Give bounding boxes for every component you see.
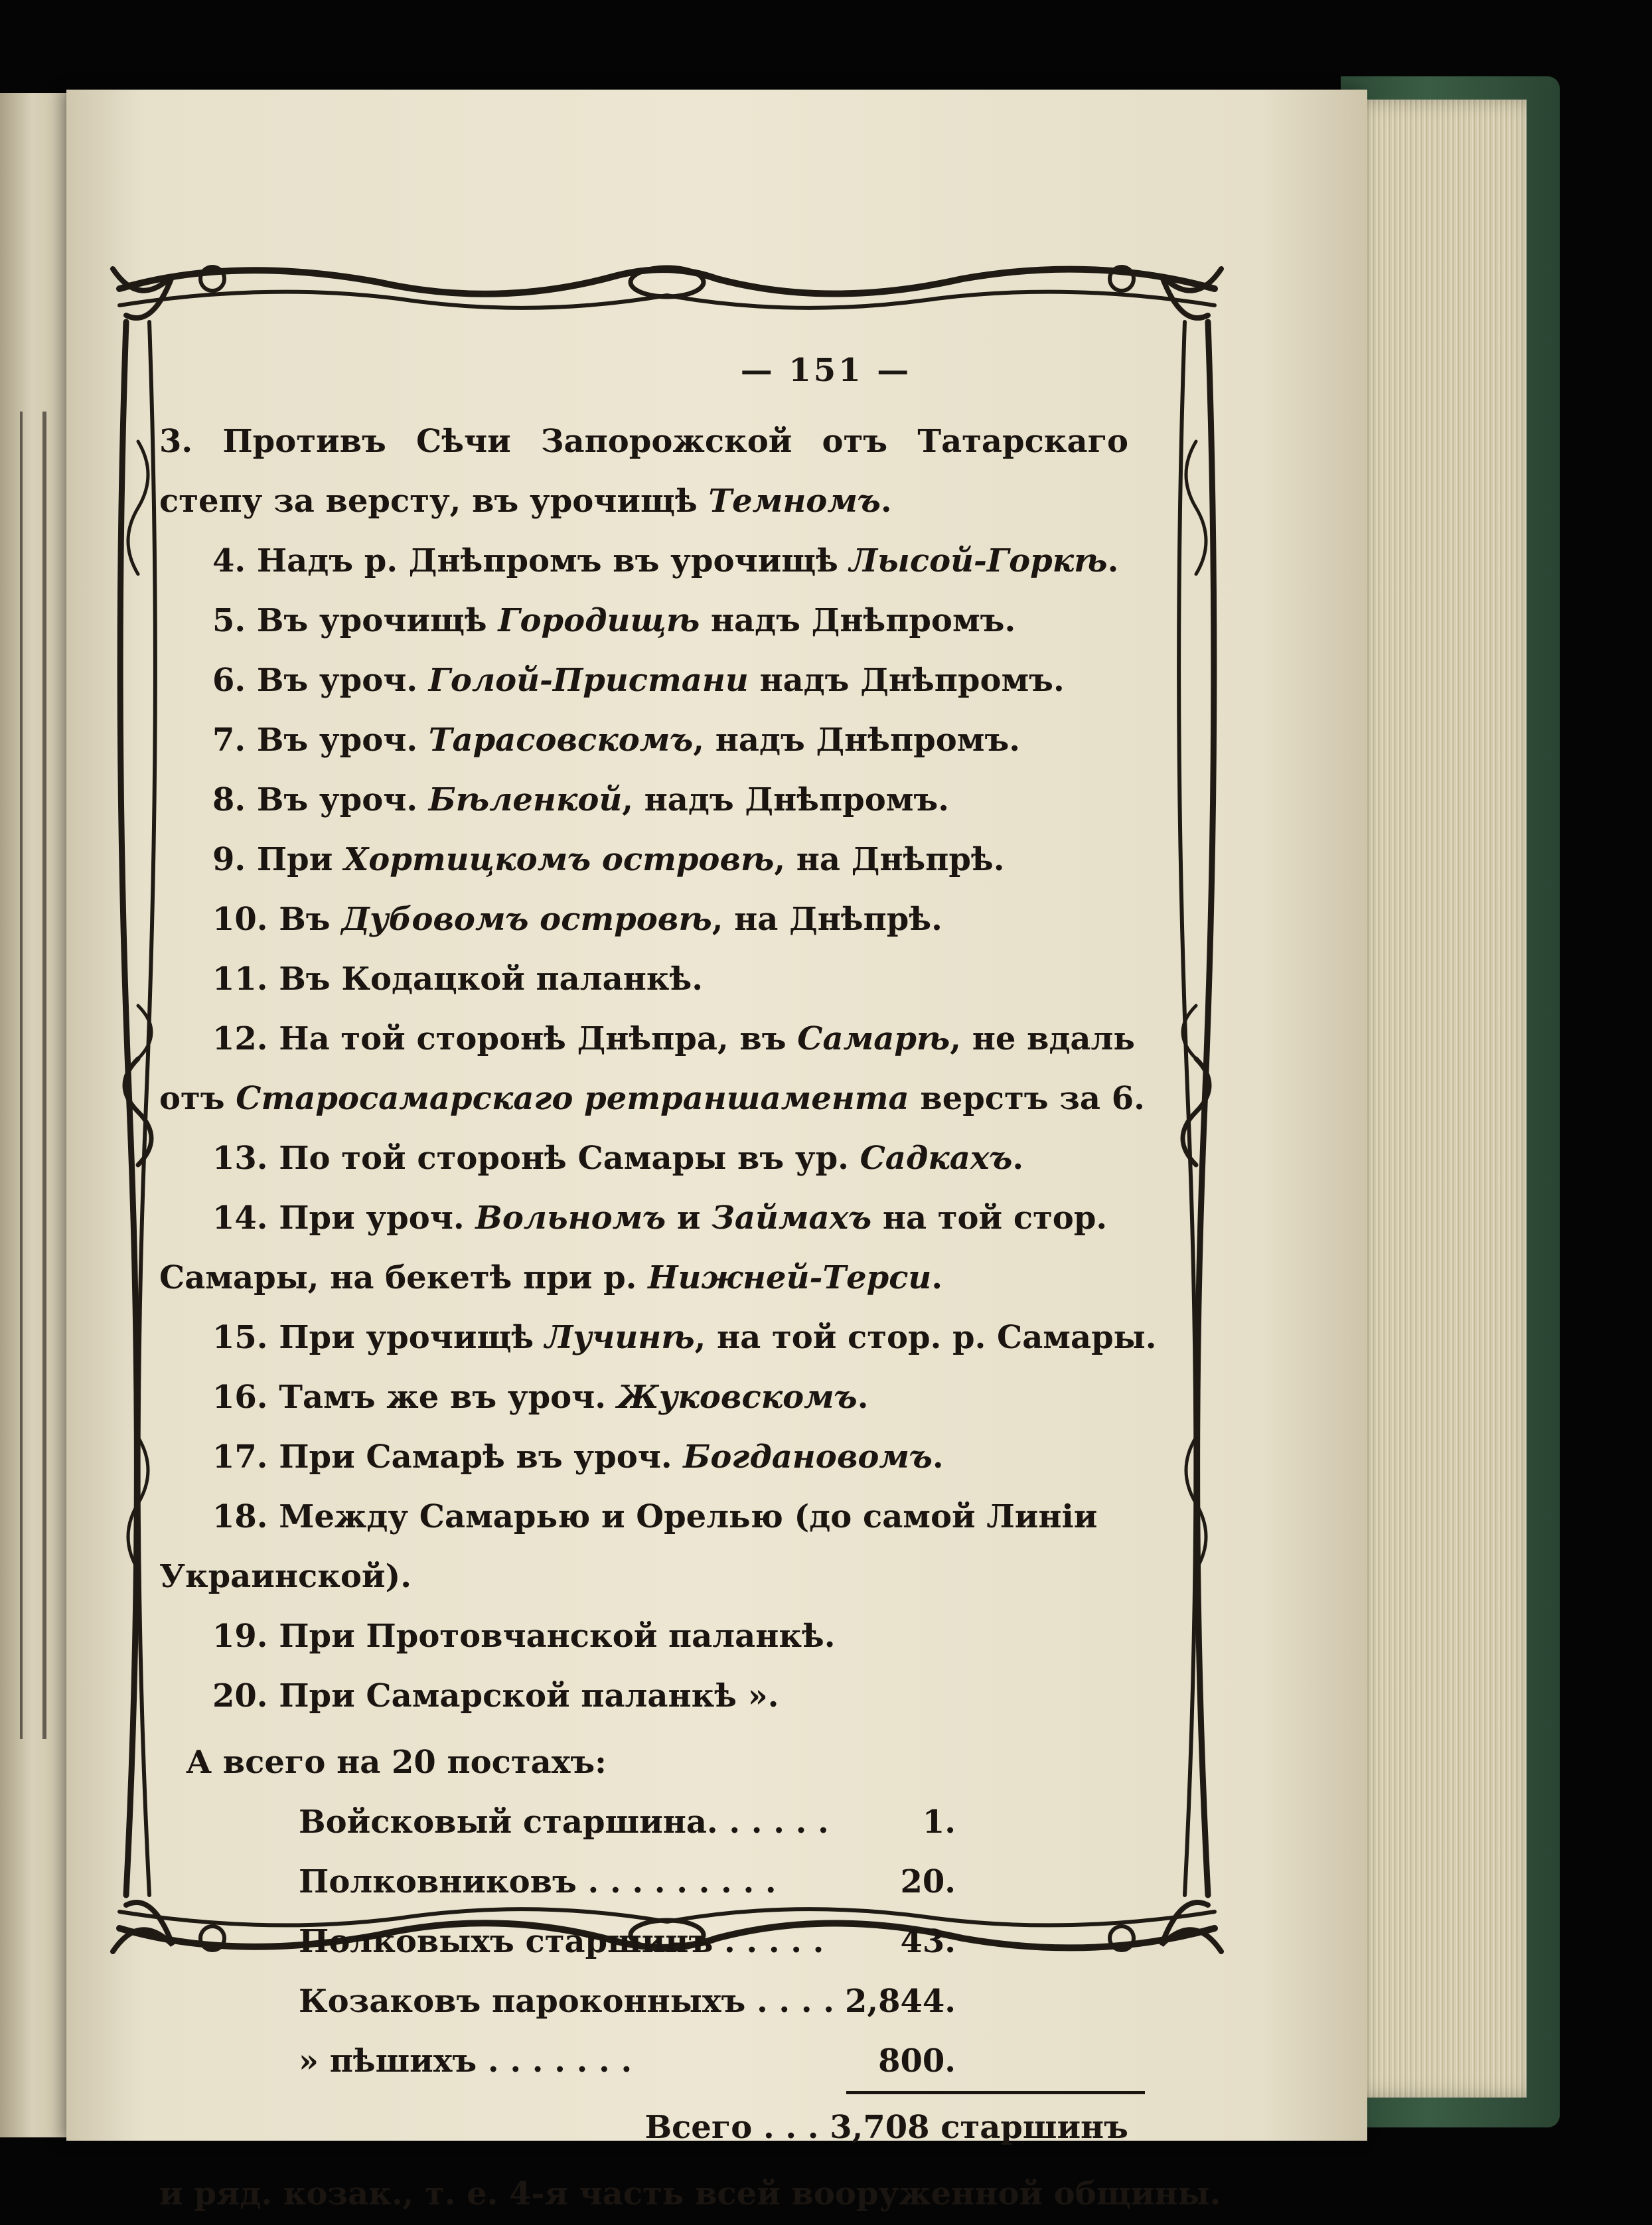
summary-row: [159, 1852, 1128, 1912]
text-line-16: 15. При урочищѣ Лучинѣ, на той стор. р. Самары.: [212, 1319, 1157, 1356]
text-line-13: 13. По той сторонѣ Самары въ ур. Садкахъ.: [212, 1140, 1024, 1177]
text-line-6: 7. Въ уроч. Тарасовскомъ, надъ Днѣпромъ.: [212, 722, 1020, 759]
text-line-20: Украинской).: [159, 1558, 412, 1595]
page-number: — 151 —: [740, 352, 912, 389]
text-line-10: 11. Въ Кодацкой паланкѣ.: [212, 960, 703, 998]
text-line-19: 18. Между Самарью и Орелью (до самой Линіи: [212, 1498, 1098, 1535]
text-block: [159, 412, 1221, 2224]
final-line: и ряд. козак., т. е. 4-я часть всей вооруженной общины.: [159, 2175, 1221, 2212]
text-line-8: 9. При Хортицкомъ островѣ, на Днѣпрѣ.: [212, 841, 1005, 878]
text-line-18: 17. При Самарѣ въ уроч. Богдановомъ.: [212, 1438, 944, 1476]
text-line-9: 10. Въ Дубовомъ островѣ, на Днѣпрѣ.: [212, 901, 942, 938]
text-line-17: 16. Тамъ же въ уроч. Жуковскомъ.: [212, 1379, 869, 1416]
summary-row: [159, 2031, 1128, 2091]
summary-row: [159, 1792, 1128, 1852]
summary-value: 43.: [900, 1923, 956, 1960]
summary-value: 20.: [900, 1863, 956, 1900]
summary-label: » пѣшихъ . . . . . . .: [299, 2042, 633, 2080]
left-page-ornament: [20, 412, 46, 1739]
summary-label: Полковниковъ . . . . . . . . .: [299, 1863, 777, 1900]
text-line-3: 4. Надъ р. Днѣпромъ въ урочищѣ Лысой-Горкѣ.: [212, 542, 1119, 579]
summary-heading: А всего на 20 постахъ:: [186, 1744, 607, 1781]
text-line-7: 8. Въ уроч. Бѣленкой, надъ Днѣпромъ.: [212, 781, 949, 818]
text-line-2: степу за версту, въ урочищѣ Темномъ.: [159, 483, 892, 520]
summary-row: [159, 1912, 1128, 1971]
text-line-21: 19. При Протовчанской паланкѣ.: [212, 1618, 836, 1655]
total-line: Всего . . . 3,708 старшинъ: [644, 2109, 1128, 2146]
summary-label: Полковыхъ старшинъ . . . . .: [299, 1923, 824, 1960]
text-line-4: 5. Въ урочищѣ Городищѣ надъ Днѣпромъ.: [212, 602, 1016, 639]
summary-value: 800.: [878, 2042, 956, 2080]
summary-row: [159, 1971, 1128, 2031]
summary-label: Козаковъ пароконныхъ . . . .: [299, 1983, 834, 2020]
text-line-11: 12. На той сторонѣ Днѣпра, въ Самарѣ, не вдаль: [212, 1020, 1135, 1057]
text-line-15: Самары, на бекетѣ при р. Нижней-Терси.: [159, 1259, 943, 1296]
text-line-22: 20. При Самарской паланкѣ ».: [212, 1677, 779, 1715]
total-rule: [846, 2091, 1145, 2094]
text-line-5: 6. Въ уроч. Голой-Пристани надъ Днѣпромъ.: [212, 662, 1065, 699]
summary-label: Войсковый старшина. . . . . .: [299, 1803, 829, 1841]
summary-value: 1.: [922, 1803, 956, 1841]
text-line-14: 14. При уроч. Вольномъ и Займахъ на той стор.: [212, 1199, 1108, 1237]
text-line-1: 3. Противъ Сѣчи Запорожской отъ Татарскаго: [159, 423, 1128, 460]
summary-value: 2,844.: [844, 1983, 956, 2020]
text-line-12: отъ Старосамарскаго ретраншамента верстъ за 6.: [159, 1080, 1145, 1117]
